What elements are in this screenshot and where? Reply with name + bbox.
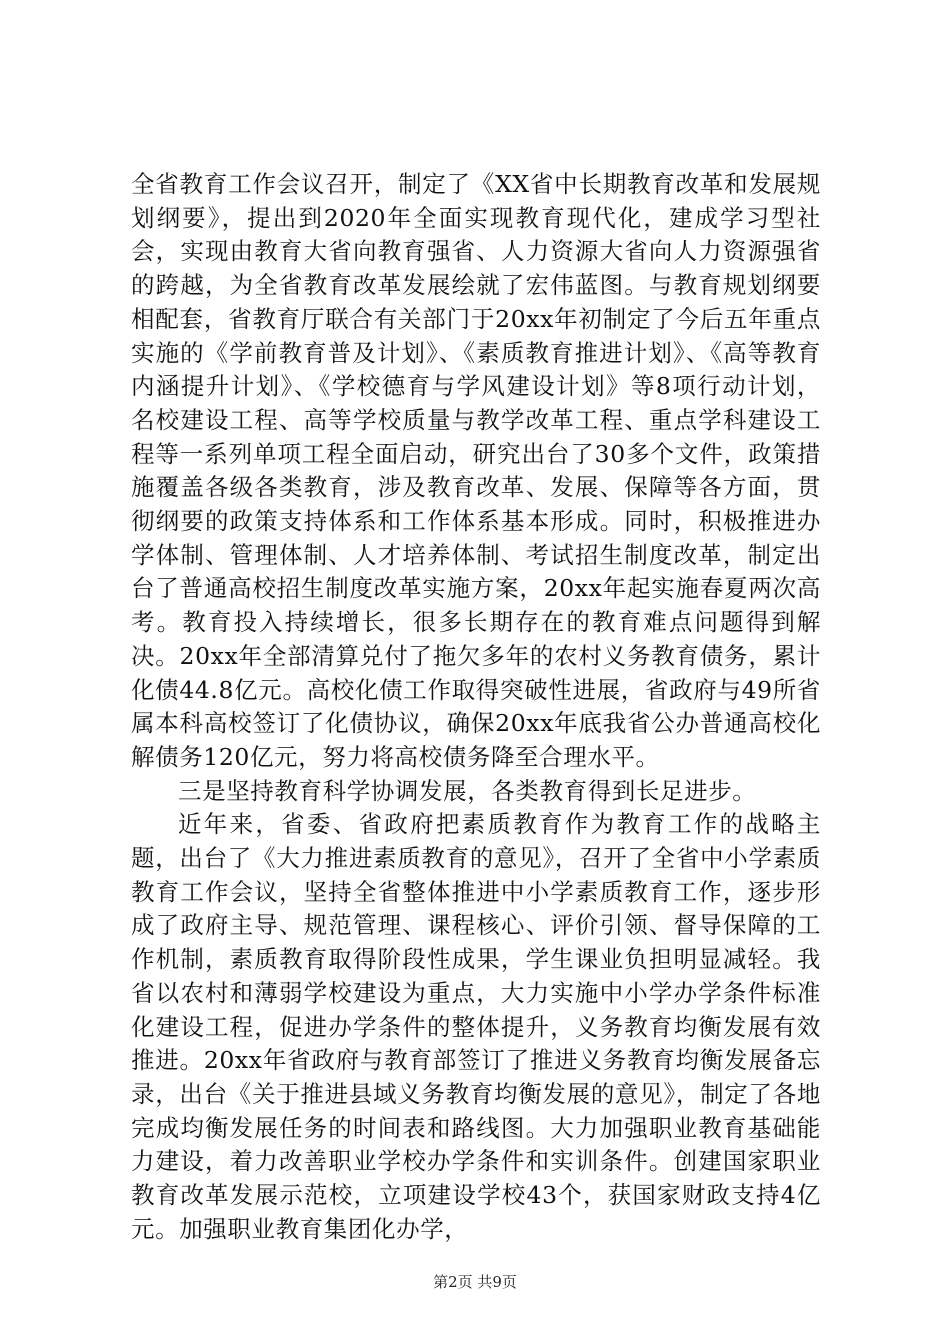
page-footer: 第2页 共9页 [433, 1273, 517, 1291]
paragraph-3: 近年来，省委、省政府把素质教育作为教育工作的战略主题，出台了《大力推进素质教育的意见》，召开了全省中小学素质教育工作会议，坚持全省整体推进中小学素质教育工作，逐步形成了政府主导、规范管理、课程核心、评价引领、督导保障的工作机制，素质教育取得阶段性成果，学生课业负担明显减轻。我省以农村和薄弱学校建设为重点，大力实施中小学办学条件标准化建设工程，促进办学条件的整体提升，义务教育均衡发展有效推进。20xx年省政府与教育部签订了推进义务教育均衡发展备忘录，出台《关于推进县域义务教育均衡发展的意见》，制定了各地完成均衡发展任务的时间表和路线图。大力加强职业教育基础能力建设，着力改善职业学校办学条件和实训条件。创建国家职业教育改革发展示范校，立项建设学校43个，获国家财政支持4亿元。加强职业教育集团化办学， [131, 810, 821, 1243]
paragraph-2: 三是坚持教育科学协调发展，各类教育得到长足进步。 [178, 776, 757, 805]
paragraph-1: 全省教育工作会议召开，制定了《XX省中长期教育改革和发展规划纲要》，提出到2020年全面实现教育现代化，建成学习型社会，实现由教育大省向教育强省、人力资源大省向人力资源强省的跨越，为全省教育改革发展绘就了宏伟蓝图。与教育规划纲要相配套，省教育厅联合有关部门于20xx年初制定了今后五年重点实施的《学前教育普及计划》、《素质教育推进计划》、《高等教育内涵提升计划》、《学校德育与学风建设计划》等8项行动计划，名校建设工程、高等学校质量与教学改革工程、重点学科建设工程等一系列单项工程全面启动，研究出台了30多个文件，政策措施覆盖各级各类教育，涉及教育改革、发展、保障等各方面，贯彻纲要的政策支持体系和工作体系基本形成。同时，积极推进办学体制、管理体制、人才培养体制、考试招生制度改革，制定出台了普通高校招生制度改革实施方案，20xx年起实施春夏两次高考。教育投入持续增长，很多长期存在的教育难点问题得到解决。20xx年全部清算兑付了拖欠多年的农村义务教育债务，累计化债44.8亿元。高校化债工作取得突破性进展，省政府与49所省属本科高校签订了化债协议，确保20xx年底我省公办普通高校化解债务120亿元，努力将高校债务降至合理水平。 [131, 170, 821, 771]
document-body [131, 168, 821, 1247]
